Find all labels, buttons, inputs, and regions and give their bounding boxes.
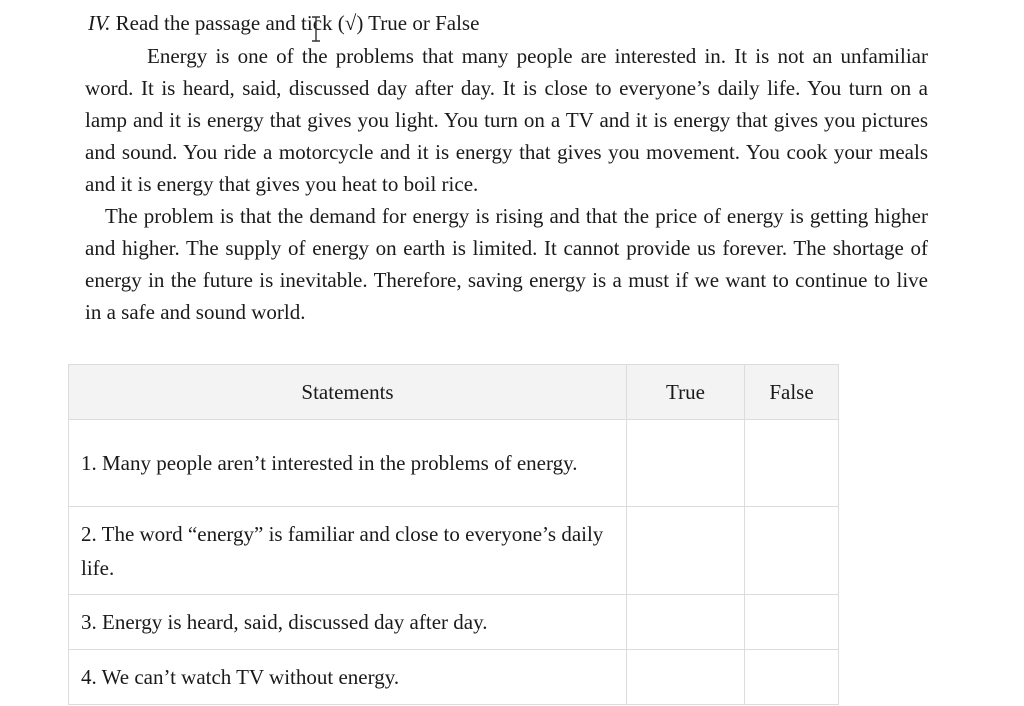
false-answer-cell[interactable] — [745, 507, 839, 595]
table-header-row — [69, 365, 839, 420]
header-statements: Statements — [69, 365, 627, 420]
i-beam-cursor-icon — [311, 16, 321, 42]
table-row — [69, 650, 839, 705]
false-answer-cell[interactable] — [745, 650, 839, 705]
passage-paragraph-2: The problem is that the demand for energy is rising and that the price of energy is getting higher and higher. The supply of energy on earth is limited. It cannot provide us forever. The shortage of energy in the future is inevitable. Therefore, saving energy is a must if we want to continue to live in a safe and sound world. — [85, 204, 928, 324]
true-answer-cell[interactable] — [627, 595, 745, 650]
false-answer-cell[interactable] — [745, 420, 839, 507]
false-answer-cell[interactable] — [745, 595, 839, 650]
true-answer-cell[interactable] — [627, 650, 745, 705]
true-false-table — [68, 364, 839, 705]
passage-paragraph-1: Energy is one of the problems that many people are interested in. It is not an unfamiliar word. It is heard, said, discussed day after day. It is close to everyone’s daily life. You turn on a lamp and it is energy that gives you light. You turn on a TV and it is energy that gives you pictures and sound. You ride a motorcycle and it is energy that gives you movement. You cook your meals and it is energy that gives you heat to boil rice. — [85, 44, 928, 196]
true-answer-cell[interactable] — [627, 420, 745, 507]
header-true: True — [627, 365, 745, 420]
header-false: False — [745, 365, 839, 420]
exercise-heading — [88, 8, 479, 38]
statement-cell: 3. Energy is heard, said, discussed day after day. — [69, 595, 627, 650]
table-row — [69, 420, 839, 507]
reading-passage — [85, 40, 928, 328]
statement-cell: 2. The word “energy” is familiar and close to everyone’s daily life. — [69, 507, 627, 595]
exercise-instruction: Read the passage and tick (√) True or False — [110, 11, 480, 35]
table-row — [69, 507, 839, 595]
statement-cell: 4. We can’t watch TV without energy. — [69, 650, 627, 705]
exercise-numeral: IV. — [88, 11, 111, 35]
true-answer-cell[interactable] — [627, 507, 745, 595]
statement-cell: 1. Many people aren’t interested in the problems of energy. — [69, 420, 627, 507]
table-row — [69, 595, 839, 650]
